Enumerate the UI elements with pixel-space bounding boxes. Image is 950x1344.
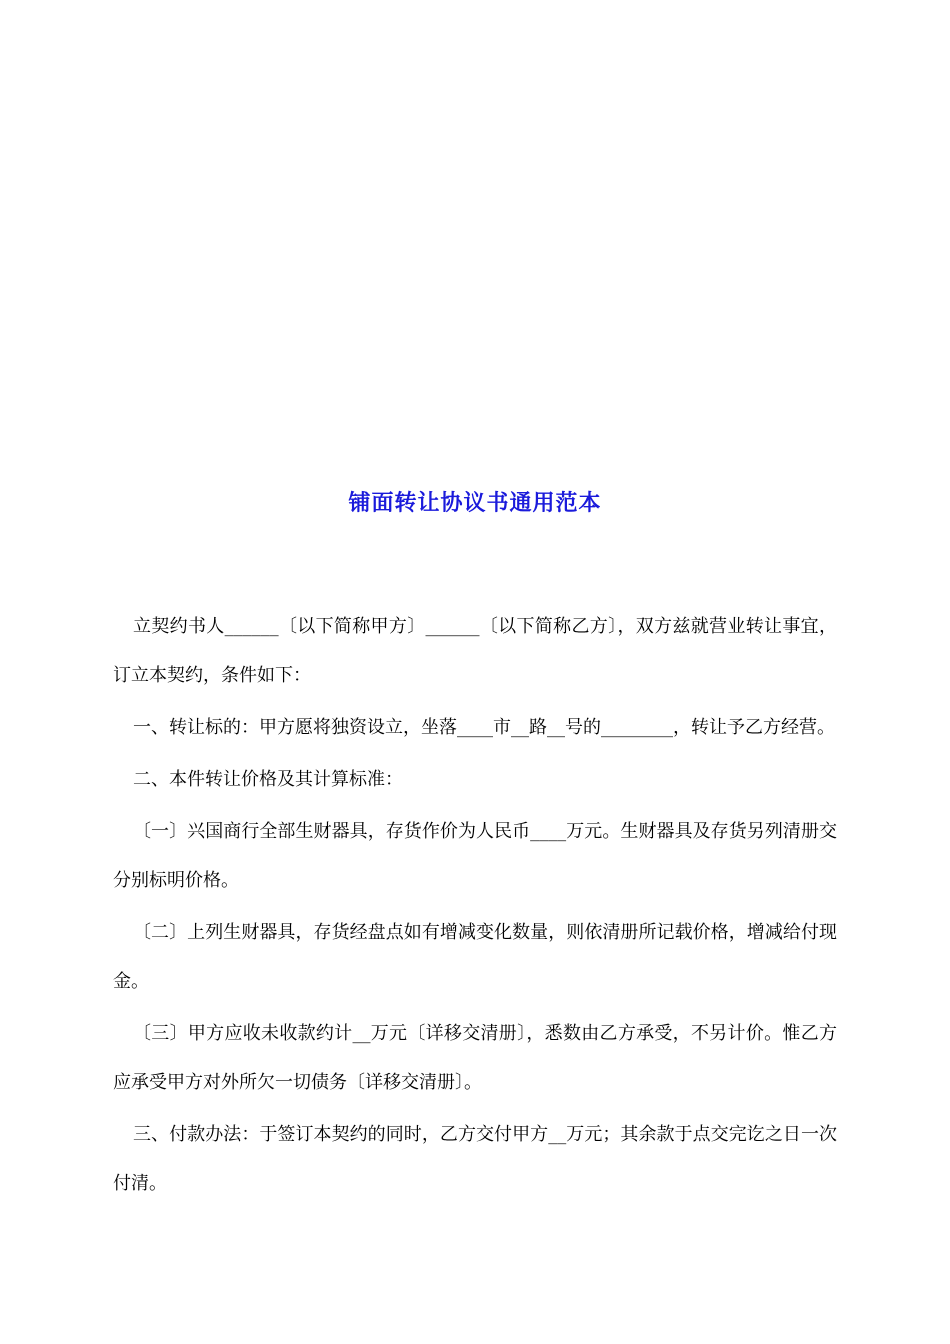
- paragraph-payment: 三、付款办法：于签订本契约的同时，乙方交付甲方__万元；其余款于点交完讫之日一次付清。: [113, 1124, 837, 1194]
- paragraph-transfer-subject: 一、转让标的：甲方愿将独资设立，坐落____市__路__号的________，转让予乙方经营。: [133, 717, 835, 738]
- paragraph-price-item-3: 〔三〕甲方应收未收款约计__万元〔详移交清册〕，悉数由乙方承受，不另计价。惟乙方应承受甲方对外所欠一切债务〔详移交清册〕。: [113, 1023, 837, 1093]
- paragraph-price-item-1: 〔一〕兴国商行全部生财器具，存货作价为人民币____万元。生财器具及存货另列清册交分别标明价格。: [113, 821, 837, 891]
- paragraph-price-heading: 二、本件转让价格及其计算标准：: [133, 769, 403, 790]
- document-body: [113, 602, 837, 1211]
- paragraph-parties: 立契约书人______〔以下简称甲方〕______〔以下简称乙方〕，双方兹就营业转让事宜，订立本契约，条件如下：: [113, 616, 837, 686]
- paragraph-price-item-2: 〔二〕上列生财器具，存货经盘点如有增减变化数量，则依清册所记载价格，增减给付现金。: [113, 922, 837, 992]
- document-title: 铺面转让协议书通用范本: [348, 490, 602, 516]
